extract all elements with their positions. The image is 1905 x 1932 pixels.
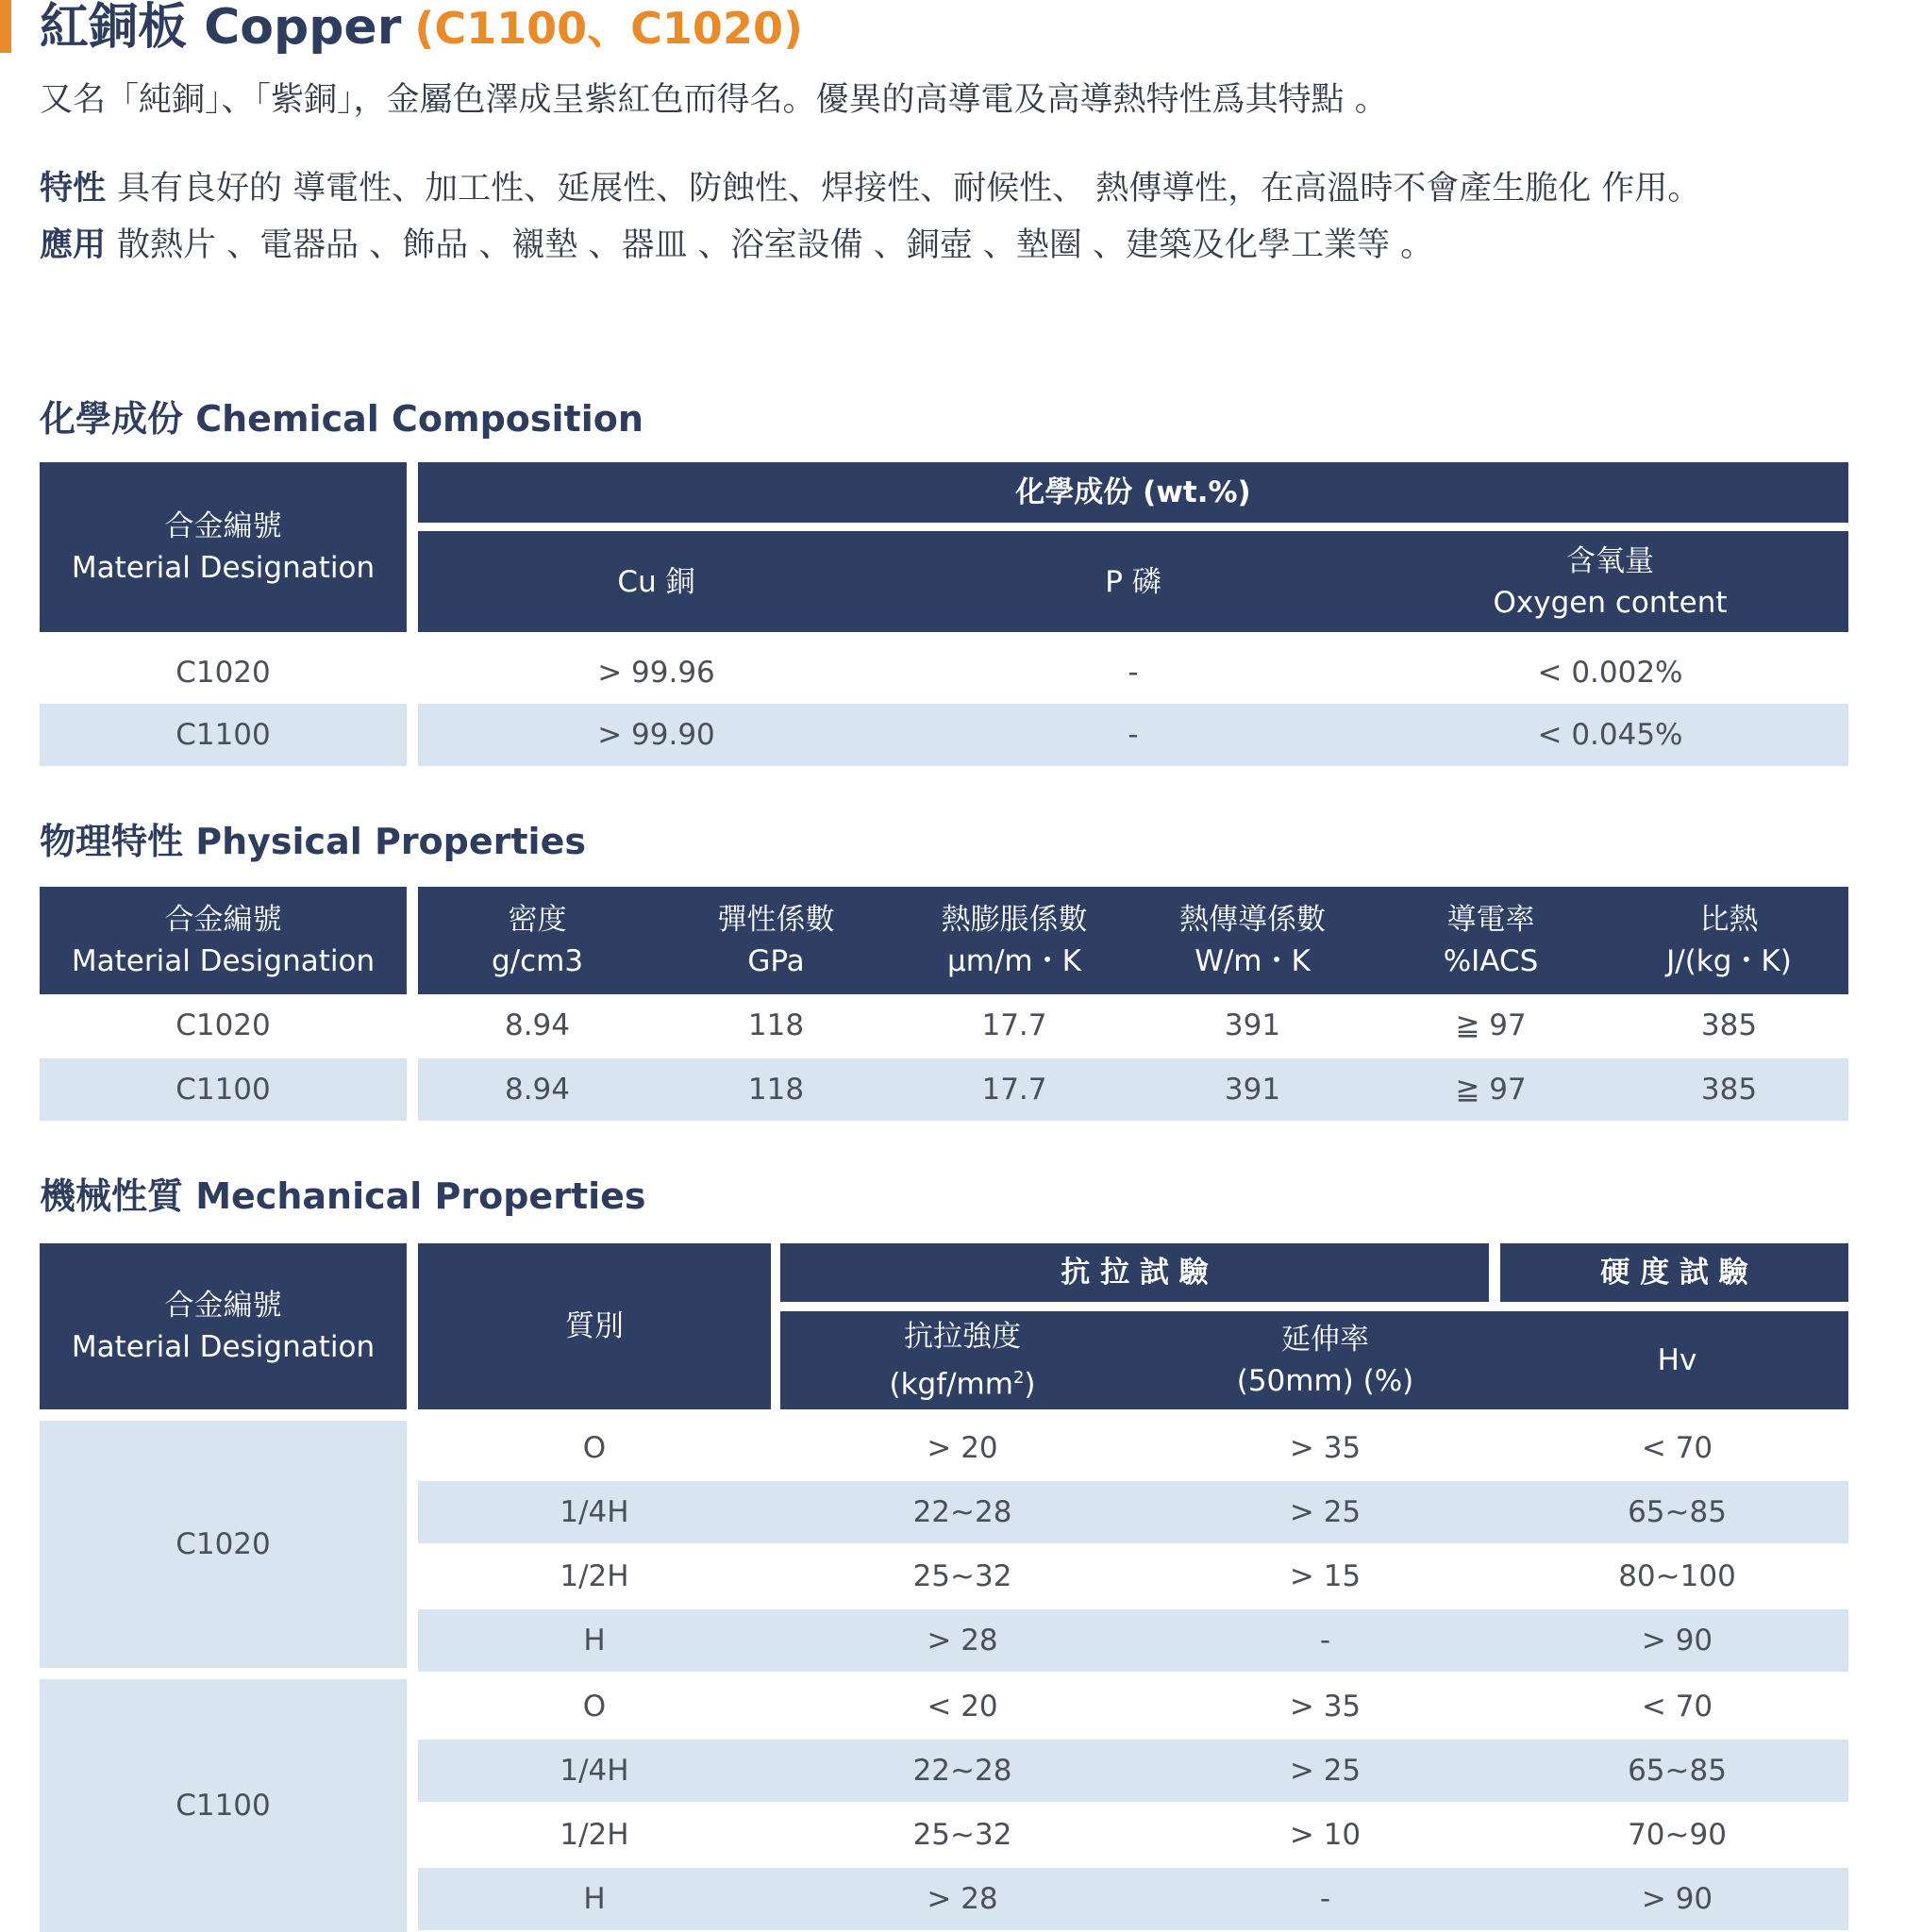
col-unit: [889, 1357, 1035, 1405]
col-oxygen: [1372, 541, 1848, 624]
table-cell: 8.94: [504, 1073, 571, 1107]
col-cu: [418, 561, 894, 603]
group-label: 硬 度 試 驗: [1600, 1256, 1748, 1290]
table-cell: O: [582, 1431, 607, 1465]
title-main: 紅銅板 Copper: [40, 0, 402, 56]
features-line: [40, 162, 1700, 215]
group-label: 化學成份 (wt.%): [1015, 475, 1251, 509]
chemical-section-title: 化學成份 Chemical Composition: [40, 398, 643, 440]
col-label: 延伸率: [1281, 1323, 1369, 1357]
table-cell: 22~28: [912, 1754, 1012, 1788]
designation-zh: 合金編號: [164, 509, 282, 543]
title-codes: (C1100、C1020): [414, 3, 803, 54]
applications-line: [40, 219, 1433, 272]
table-cell: > 15: [1289, 1559, 1362, 1593]
table-cell: ≧ 97: [1455, 1008, 1527, 1042]
physical-columns-header: [418, 887, 1848, 994]
unit-text: ): [1024, 1367, 1036, 1402]
applications-label: 應用: [40, 226, 107, 264]
col-label: 熱膨脹係數: [941, 903, 1088, 937]
designation-zh: 合金編號: [164, 903, 282, 937]
row-name: C1020: [175, 656, 271, 690]
table-cell: 385: [1700, 1008, 1758, 1042]
row-name: C1020: [175, 1008, 271, 1042]
table-cell: 118: [747, 1073, 805, 1107]
designation-en: Material Designation: [71, 944, 376, 978]
table-cell: 22~28: [912, 1495, 1012, 1529]
table-cell: H: [583, 1882, 606, 1916]
table-cell: -: [1319, 1624, 1331, 1657]
temper-header: [418, 1243, 771, 1409]
unit-superscript: 2: [1012, 1367, 1025, 1388]
accent-bar: [0, 0, 11, 53]
col-elastic: [657, 899, 895, 982]
col-elongation: [1145, 1319, 1506, 1402]
table-cell: > 10: [1289, 1818, 1362, 1852]
chemical-columns-header: [418, 531, 1848, 632]
table-cell: > 25: [1289, 1754, 1362, 1788]
table-cell: > 25: [1289, 1495, 1362, 1529]
table-cell: 65~85: [1628, 1495, 1727, 1529]
col-label: 導電率: [1446, 903, 1535, 937]
table-cell: > 28: [927, 1624, 998, 1657]
table-cell: -: [1128, 656, 1139, 690]
table-cell: > 99.96: [597, 656, 715, 690]
table-cell: 1/4H: [560, 1495, 629, 1529]
table-cell: 8.94: [504, 1008, 571, 1042]
table-cell: > 90: [1641, 1882, 1713, 1916]
col-label: Hv: [1657, 1343, 1697, 1377]
col-unit: J/(kg・K): [1666, 944, 1792, 978]
hardness-group-header: [1500, 1243, 1848, 1302]
table-cell: > 20: [927, 1431, 998, 1465]
group-name: C1020: [175, 1527, 271, 1561]
table-cell: < 70: [1641, 1431, 1713, 1465]
col-hv: [1506, 1340, 1848, 1381]
applications-text: 散熱片 、電器品 、飾品 、襯墊 、器皿 、浴室設備 、銅壺 、墊圈 、建築及化學工業等 。: [117, 226, 1434, 264]
table-cell: 25~32: [912, 1818, 1012, 1852]
chemical-designation-header: [40, 462, 407, 632]
table-cell: 17.7: [981, 1008, 1047, 1042]
mechanical-columns-header: [780, 1311, 1848, 1409]
table-cell: 80~100: [1618, 1559, 1736, 1593]
col-p: [894, 561, 1372, 603]
table-cell: 1/2H: [560, 1818, 629, 1852]
col-label: 密度: [508, 903, 567, 937]
col-label: Cu 銅: [617, 564, 695, 599]
page-title: [40, 0, 803, 61]
table-cell: 391: [1224, 1073, 1281, 1107]
mechanical-section-title: 機械性質 Mechanical Properties: [40, 1175, 646, 1217]
designation-en: Material Designation: [71, 551, 376, 585]
group-name: C1100: [175, 1789, 271, 1823]
table-cell: H: [583, 1624, 606, 1657]
table-cell: 17.7: [981, 1073, 1047, 1107]
physical-designation-header: [40, 887, 407, 994]
col-sublabel: Oxygen content: [1493, 585, 1728, 620]
table-cell: O: [582, 1690, 607, 1724]
table-cell: < 20: [927, 1690, 998, 1724]
group-label: 抗 拉 試 驗: [1061, 1256, 1209, 1290]
col-label: 比熱: [1699, 903, 1759, 937]
physical-section-title: 物理特性 Physical Properties: [40, 821, 586, 862]
table-cell: 118: [747, 1008, 805, 1042]
col-tensile-strength: [780, 1316, 1145, 1405]
col-conductivity: [1372, 899, 1610, 982]
unit-text: (kgf/mm: [889, 1367, 1013, 1402]
table-cell: > 35: [1289, 1690, 1362, 1724]
table-cell: 385: [1700, 1073, 1758, 1107]
table-cell: 25~32: [912, 1559, 1012, 1593]
designation-zh: 合金編號: [164, 1289, 282, 1323]
col-unit: GPa: [747, 944, 805, 978]
features-text: 具有良好的 導電性、加工性、延展性、防蝕性、焊接性、耐候性、 熱傳導性，在高溫時不會產生脆化 作用。: [117, 170, 1701, 208]
table-cell: > 99.90: [597, 718, 715, 752]
col-thermal: [1133, 899, 1372, 982]
col-label: 熱傳導係數: [1179, 903, 1326, 937]
table-cell: -: [1128, 718, 1139, 752]
table-cell: < 0.045%: [1537, 718, 1683, 752]
table-cell: > 90: [1641, 1624, 1713, 1657]
table-cell: < 70: [1641, 1690, 1713, 1724]
table-cell: 391: [1224, 1008, 1281, 1042]
table-cell: ≧ 97: [1455, 1073, 1527, 1107]
col-unit: μm/m・K: [947, 944, 1081, 978]
row-name: C1100: [175, 718, 271, 752]
intro-text: 又名「純銅」、「紫銅」，金屬色澤成呈紫紅色而得名。優異的高導電及高導熱特性爲其特點 。: [40, 81, 1388, 119]
chemical-group-header: [418, 462, 1848, 523]
col-label: 含氧量: [1566, 543, 1654, 578]
col-unit: g/cm3: [491, 944, 584, 978]
col-unit: W/m・K: [1195, 944, 1311, 978]
row-name: C1100: [175, 1073, 271, 1107]
col-unit: %IACS: [1443, 944, 1539, 978]
designation-en: Material Designation: [71, 1330, 376, 1364]
features-label: 特性: [40, 170, 107, 208]
table-cell: 70~90: [1628, 1818, 1727, 1852]
col-expansion: [895, 899, 1133, 982]
table-cell: 65~85: [1628, 1754, 1727, 1788]
table-cell: < 0.002%: [1537, 656, 1683, 690]
col-label: P 磷: [1105, 564, 1161, 599]
table-cell: -: [1319, 1882, 1331, 1916]
temper-label: 質別: [565, 1309, 624, 1343]
table-cell: 1/2H: [560, 1559, 629, 1593]
mechanical-designation-header: [40, 1243, 407, 1409]
tensile-group-header: [780, 1243, 1489, 1302]
table-cell: 1/4H: [560, 1754, 629, 1788]
col-label: 抗拉強度: [904, 1319, 1021, 1354]
col-label: 彈性係數: [717, 903, 835, 937]
col-density: [418, 899, 657, 982]
table-cell: > 28: [927, 1882, 998, 1916]
table-cell: > 35: [1289, 1431, 1362, 1465]
col-unit: (50mm) (%): [1236, 1364, 1414, 1398]
col-specific-heat: [1610, 899, 1848, 982]
